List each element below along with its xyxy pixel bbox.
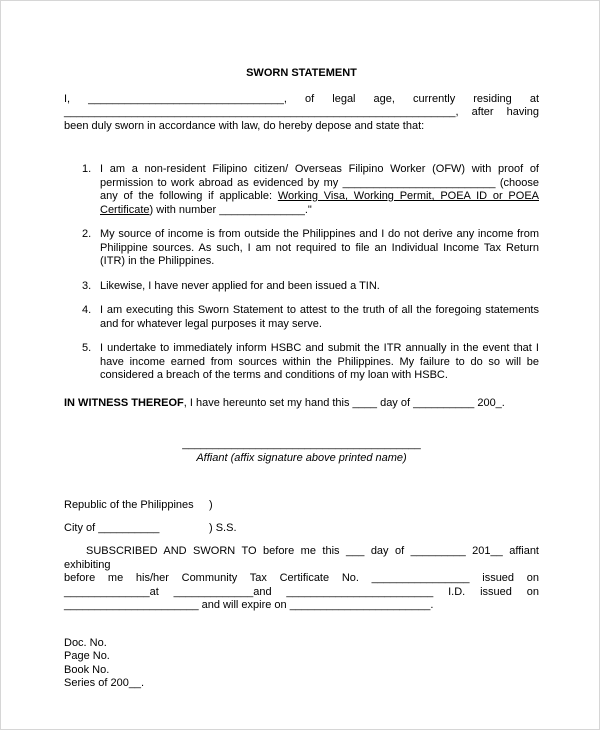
venue-paren: ) [209,499,213,511]
document-title: SWORN STATEMENT [246,67,357,79]
notarial-register-block [64,637,539,691]
jurat-line-1: SUBSCRIBED AND SWORN TO before me this ___ day of _________ 201__ affiant exhibiting [64,545,539,571]
jurat-line-4: ______________________ and will expire on _______________________. [64,599,434,611]
item-text: Likewise, I have never applied for and been issued a TIN. [100,279,380,292]
item-text: I am executing this Sworn Statement to attest to the truth of all the foregoing statements and for whatever legal purposes it may serve. [100,304,539,330]
item-number: 5. [82,342,92,354]
list-item-3 [82,280,539,294]
jurat-paragraph [64,545,539,613]
intro-line-2: ________________________________________________________________, after having [64,106,539,118]
statement-list [82,163,539,383]
jurat-line-2: before me his/her Community Tax Certificate No. ________________ issued on [64,572,539,584]
page-no-label: Page No. [64,650,110,662]
item-text [100,163,539,217]
book-no-label: Book No. [64,663,110,676]
list-item-5 [82,342,539,383]
venue-line-city [64,522,539,536]
item-number: 1. [82,163,92,175]
item-text: I undertake to immediately inform HSBC and submit the ITR annually in the event that I have income earned from sources within the Philippines. My failure to do so will be considered a breach of the terms and conditions of my loan with HSBC. [100,342,539,381]
item-number: 3. [82,279,92,292]
witness-clause [64,397,539,411]
item-number: 4. [82,304,92,316]
item-text-underlined: Working Visa, Working Permit, POEA ID or POEA Certificate [100,190,539,216]
list-item-1 [82,163,539,217]
item-text-segment: I am a non-resident Filipino citizen/ Overseas Filipino Worker (OFW) with proof of permission to work abroad as evidenced by my _________________________ (choose any of the following if applicable: [100,163,539,202]
item-number: 2. [82,228,92,240]
venue-line-republic [64,499,539,513]
item-text-segment: ) with number ______________." [149,203,312,216]
intro-paragraph [64,93,539,134]
jurat-line-3: ______________at _____________and ________________________ I.D. issued on [64,585,539,598]
venue-block [64,499,539,535]
intro-line-1: I, ________________________________, of legal age, currently residing at [64,92,539,105]
intro-line-3: been duly sworn in accordance with law, do hereby depose and state that: [64,119,425,132]
venue-paren-ss: ) S.S. [209,521,237,534]
list-item-2 [82,228,539,269]
venue-republic-label: Republic of the Philippines [64,499,194,511]
doc-no-label: Doc. No. [64,636,107,649]
signature-line: _______________________________________ [182,438,421,450]
list-item-4 [82,304,539,331]
witness-clause-rest: , I have hereunto set my hand this ____ day of __________ 200_. [183,396,505,409]
signature-caption: Affiant (affix signature above printed name) [196,451,407,464]
series-label: Series of 200__. [64,677,145,689]
signature-block [64,438,539,465]
venue-city-label: City of __________ [64,521,160,534]
witness-clause-bold: IN WITNESS THEREOF [64,396,184,409]
item-text: My source of income is from outside the Philippines and I do not derive any income from Philippine sources. As such, I am not required to file an Individual Income Tax Return (ITR) in the Philippines. [100,228,539,267]
